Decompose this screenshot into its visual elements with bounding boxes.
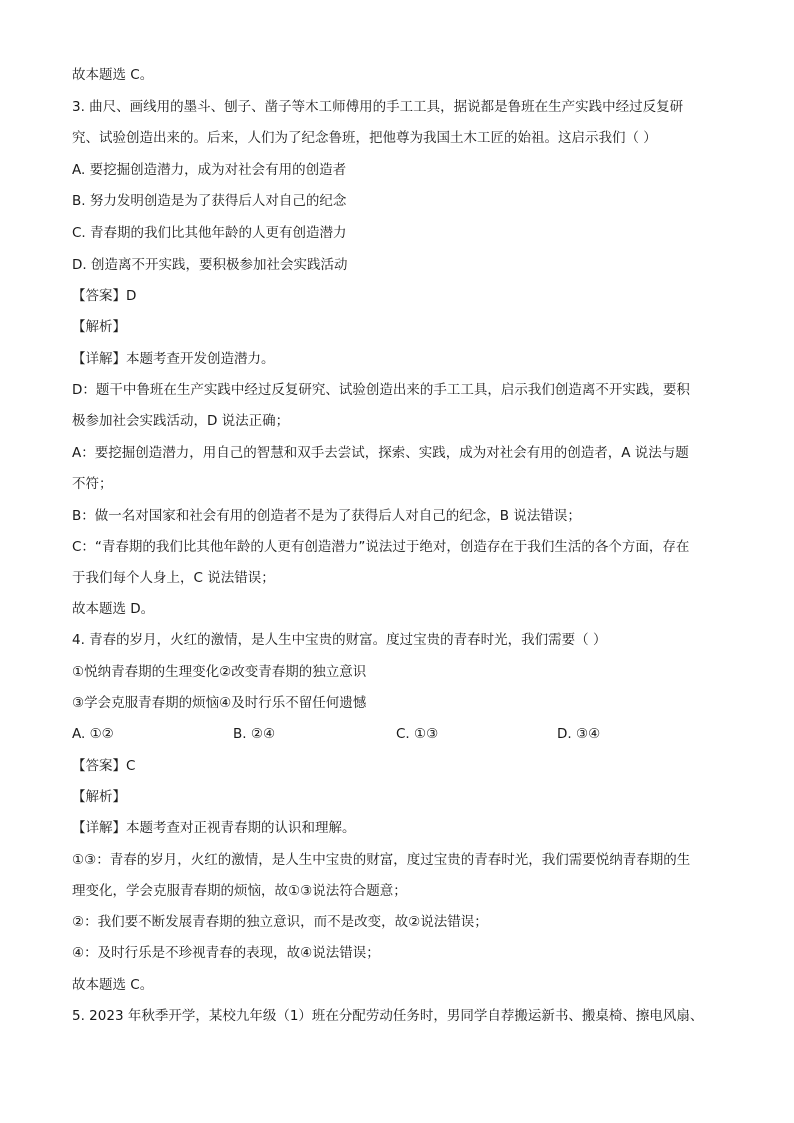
- question-3-detail-d-line-2: 极参加社会实践活动，D 说法正确；: [72, 413, 290, 429]
- question-4-option-c: C. ①③: [396, 726, 439, 742]
- question-3-analysis-heading: 【解析】: [72, 319, 126, 335]
- question-3-detail-a-line-2: 不符；: [72, 476, 113, 492]
- question-3-detail-heading: 【详解】本题考查开发创造潜力。: [72, 351, 275, 367]
- question-4-detail-13-line-2: 理变化，学会克服青春期的烦恼，故①③说法符合题意；: [72, 883, 407, 899]
- question-3-stem-line-2: 究、试验创造出来的。后来，人们为了纪念鲁班，把他尊为我国土木工匠的始祖。这启示我们（ ）: [72, 130, 657, 146]
- question-3-detail-b: B：做一名对国家和社会有用的创造者不是为了获得后人对自己的纪念，B 说法错误；: [72, 508, 581, 524]
- question-3-conclusion: 故本题选 D。: [72, 601, 155, 617]
- answer-conclusion-q2: 故本题选 C。: [72, 67, 154, 83]
- question-4-answer: 【答案】C: [72, 758, 136, 774]
- question-3-detail-a-line-1: A：要挖掘创造潜力，用自己的智慧和双手去尝试，探索、实践，成为对社会有用的创造者，A 说法与题: [72, 445, 689, 461]
- question-3-option-a: A. 要挖掘创造潜力，成为对社会有用的创造者: [72, 162, 347, 178]
- question-4-detail-2: ②：我们要不断发展青春期的独立意识，而不是改变，故②说法错误；: [72, 914, 488, 930]
- question-4-analysis-heading: 【解析】: [72, 789, 126, 805]
- question-3-detail-c-line-1: C：“青春期的我们比其他年龄的人更有创造潜力”说法过于绝对，创造存在于我们生活的各个方面，存在: [72, 539, 690, 555]
- question-3-answer: 【答案】D: [72, 288, 137, 304]
- question-3-option-d: D. 创造离不开实践，要积极参加社会实践活动: [72, 257, 348, 273]
- question-5-stem-line-1: 5. 2023 年秋季开学，某校九年级（1）班在分配劳动任务时，男同学自荐搬运新书、搬桌椅、擦电风扇、: [72, 1008, 704, 1024]
- question-4-detail-heading: 【详解】本题考查对正视青春期的认识和理解。: [72, 820, 356, 836]
- question-3-stem-line-1: 3. 曲尺、画线用的墨斗、刨子、凿子等木工师傅用的手工工具，据说都是鲁班在生产实践中经过反复研: [72, 99, 684, 115]
- question-4-conclusion: 故本题选 C。: [72, 977, 154, 993]
- question-3-detail-c-line-2: 于我们每个人身上，C 说法错误；: [72, 570, 275, 586]
- question-3-option-b: B. 努力发明创造是为了获得后人对自己的纪念: [72, 193, 347, 209]
- question-4-option-b: B. ②④: [233, 726, 276, 742]
- question-4-stem: 4. 青春的岁月，火红的激情，是人生中宝贵的财富。度过宝贵的青春时光，我们需要（ ）: [72, 632, 607, 648]
- question-4-detail-13-line-1: ①③：青春的岁月，火红的激情，是人生中宝贵的财富，度过宝贵的青春时光，我们需要悦纳青春期的生: [72, 852, 691, 868]
- question-4-statements-line-2: ③学会克服青春期的烦恼④及时行乐不留任何遗憾: [72, 695, 367, 711]
- question-3-detail-d-line-1: D：题干中鲁班在生产实践中经过反复研究、试验创造出来的手工工具，启示我们创造离不开实践，要积: [72, 382, 690, 398]
- question-3-option-c: C. 青春期的我们比其他年龄的人更有创造潜力: [72, 225, 347, 241]
- question-4-detail-4: ④：及时行乐是不珍视青春的表现，故④说法错误；: [72, 945, 380, 961]
- question-4-option-d: D. ③④: [557, 726, 601, 742]
- question-4-statements-line-1: ①悦纳青春期的生理变化②改变青春期的独立意识: [72, 664, 367, 680]
- question-4-option-a: A. ①②: [72, 726, 114, 742]
